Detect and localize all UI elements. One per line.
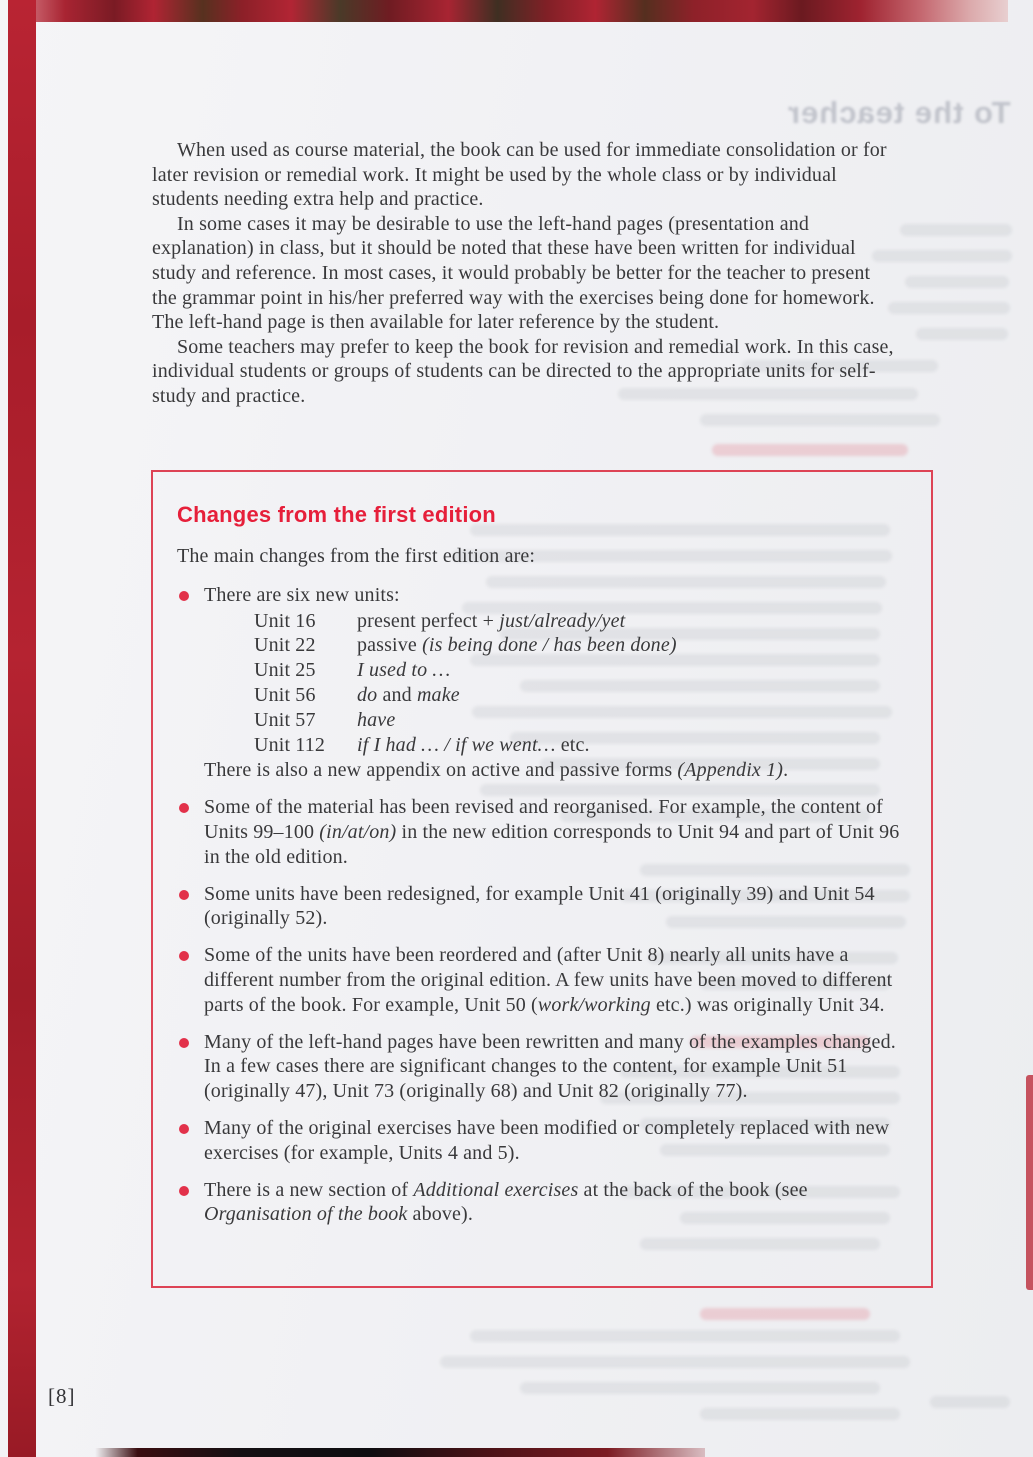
intro-paragraph: When used as course material, the book can be used for immediate consolidation or for later revision or remedial work. It might be used by the whole class or by individual students needing extra help and practice. (152, 139, 887, 211)
unit-row (254, 733, 905, 758)
bullet-text: There is a new section of Additional exercises at the back of the book (see Organisation of the book above). (204, 1178, 808, 1226)
unit-number: Unit 22 (254, 634, 316, 657)
bullet-text: Some of the units have been reordered and (after Unit 8) nearly all units have a different number from the original edition. A few units have been moved to different parts of the book. For example, Unit 50 (work/working etc.) was originally Unit 34. (204, 944, 893, 1016)
bullet-item-new-units (177, 583, 905, 783)
new-units-list (254, 609, 905, 758)
unit-row (254, 658, 905, 683)
unit-description: do and make (357, 683, 460, 706)
bullet-item (177, 1030, 905, 1104)
bullet-item (177, 795, 905, 869)
red-bullet-icon (179, 591, 189, 601)
unit-description: passive (is being done / has been done) (357, 634, 677, 657)
unit-row (254, 633, 905, 658)
bullet-text: Some units have been redesigned, for example Unit 41 (originally 39) and Unit 54 (originally 52). (204, 882, 875, 930)
red-bullet-icon (179, 1038, 189, 1048)
changes-box (151, 470, 933, 1288)
intro-paragraph: In some cases it may be desirable to use the left-hand pages (presentation and explanation) in class, but it should be noted that these have been written for individual study and reference. In most cases, it would probably be better for the teacher to present the grammar point in his/her preferred way with the exercises being done for homework. The left-hand page is then available for later reference by the student. (152, 212, 875, 334)
red-bullet-icon (179, 890, 189, 900)
unit-row (254, 683, 905, 708)
unit-row (254, 708, 905, 733)
bullet-lead: There are six new units: (204, 583, 400, 606)
bullet-item (177, 943, 905, 1017)
scan-edge-bottom (95, 1448, 705, 1457)
bullet-text: Some of the material has been revised and reorganised. For example, the content of Units 99–100 (in/at/on) in the new edition corresponds to Unit 94 and part of Unit 96 in the old edition. (204, 796, 900, 868)
unit-description: present perfect + just/already/yet (357, 609, 626, 632)
bullet-item (177, 1178, 905, 1228)
appendix-note: There is also a new appendix on active and passive forms (Appendix 1). (204, 759, 789, 782)
unit-description: if I had … / if we went… etc. (357, 733, 590, 756)
unit-number: Unit 25 (254, 659, 316, 682)
red-bullet-icon (179, 1124, 189, 1134)
book-cover-edge-right (1026, 1075, 1033, 1290)
unit-number: Unit 57 (254, 708, 316, 731)
red-bullet-icon (179, 951, 189, 961)
bullet-item (177, 1116, 905, 1166)
changes-box-heading: Changes from the first edition (177, 502, 496, 527)
unit-description: I used to … (357, 659, 451, 682)
changes-bullet-list (177, 795, 905, 1227)
bleed-through-heading: To the teacher (787, 95, 1011, 130)
bullet-item (177, 882, 905, 932)
unit-row (254, 609, 905, 634)
intro-paragraph: Some teachers may prefer to keep the book for revision and remedial work. In this case, individual students or groups of students can be directed to the appropriate units for self-study and practice. (152, 335, 894, 407)
book-cover-edge-top (26, 0, 1008, 22)
unit-description: have (357, 708, 396, 731)
red-bullet-icon (179, 1186, 189, 1196)
bullet-text: Many of the original exercises have been modified or completely replaced with new exercises (for example, Units 4 and 5). (204, 1116, 890, 1164)
bullet-text: Many of the left-hand pages have been rewritten and many of the examples changed. In a few cases there are significant changes to the content, for example Unit 51 (originally 47), Unit 73 (originally 68) and Unit 82 (originally 77). (204, 1030, 896, 1103)
red-bullet-icon (179, 803, 189, 813)
book-cover-edge-left (8, 0, 36, 1457)
bullet-text (204, 583, 905, 783)
intro-paragraphs (152, 138, 900, 409)
changes-box-intro: The main changes from the first edition are: (177, 545, 536, 567)
unit-number: Unit 56 (254, 683, 316, 706)
page-number: [8] (48, 1384, 76, 1408)
unit-number: Unit 112 (254, 733, 326, 756)
unit-number: Unit 16 (254, 609, 316, 632)
